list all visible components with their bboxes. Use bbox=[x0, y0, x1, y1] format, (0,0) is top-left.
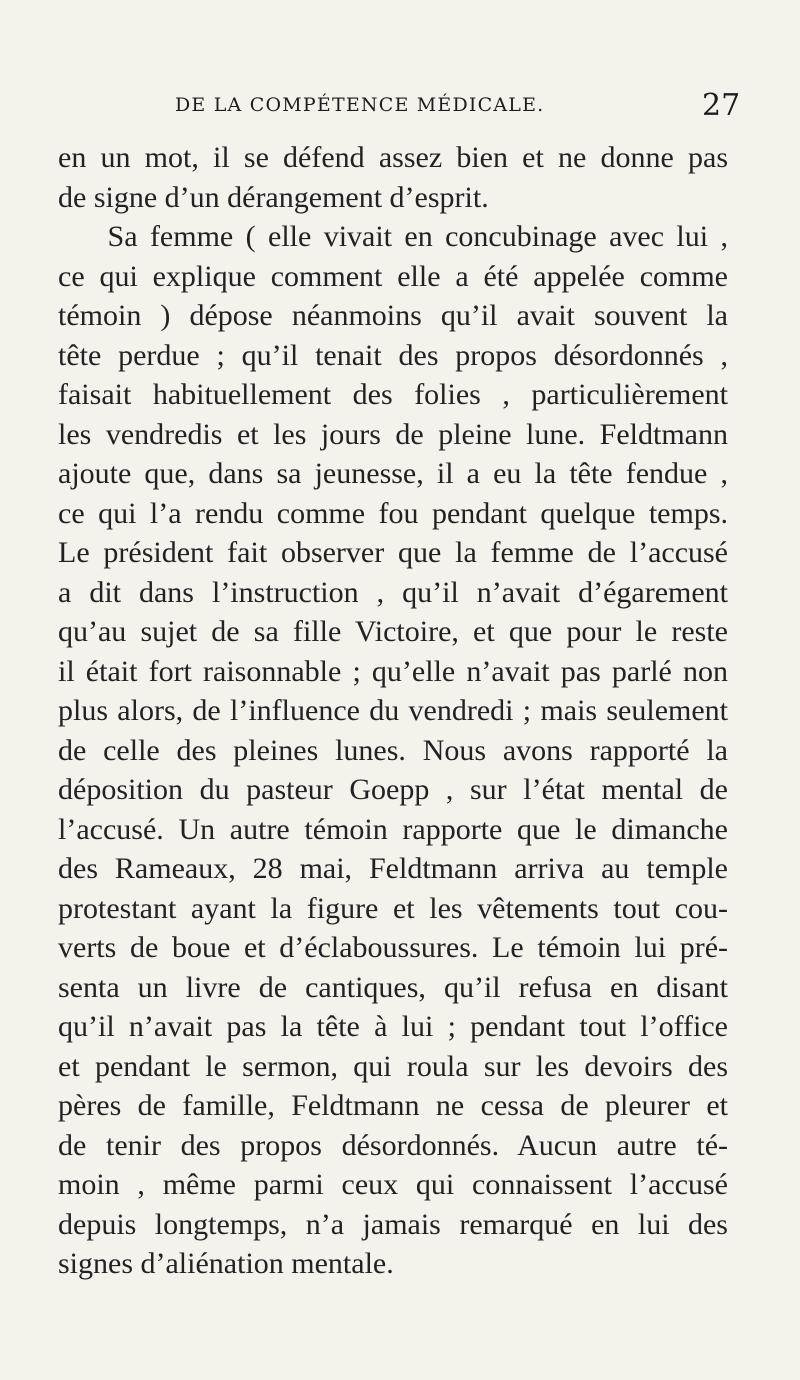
text-line: Le président fait observer que la femme de l’accusé bbox=[58, 536, 728, 569]
running-title: DE LA COMPÉTENCE MÉDICALE. bbox=[175, 94, 545, 116]
text-line: qu’au sujet de sa fille Victoire, et que pour le reste bbox=[58, 615, 728, 648]
text-line: qu’il n’avait pas la tête à lui ; pendant tout l’office bbox=[58, 1010, 728, 1043]
body-text bbox=[58, 138, 728, 1284]
text-line: senta un livre de cantiques, qu’il refusa en disant bbox=[58, 970, 728, 1004]
text-line: en un mot, il se défend assez bien et ne donne pas bbox=[58, 141, 728, 174]
text-line: plus alors, de l’influence du vendredi ; mais seulement bbox=[58, 694, 728, 727]
text-line: protestant ayant la figure et les vêtements tout cou- bbox=[58, 891, 728, 925]
text-line: depuis longtemps, n’a jamais remarqué en lui des bbox=[58, 1207, 728, 1241]
running-head bbox=[0, 88, 800, 128]
text-line: Sa femme ( elle vivait en concubinage avec lui , bbox=[58, 220, 728, 253]
text-line: les vendredis et les jours de pleine lune. Feldtmann bbox=[58, 417, 728, 451]
text-line: ce qui l’a rendu comme fou pendant quelque temps. bbox=[58, 496, 728, 530]
text-line: de tenir des propos désordonnés. Aucun autre té- bbox=[58, 1128, 728, 1162]
text-line: pères de famille, Feldtmann ne cessa de pleurer et bbox=[58, 1089, 728, 1122]
text-line: ajoute que, dans sa jeunesse, il a eu la tête fendue , bbox=[58, 457, 728, 490]
text-line: verts de boue et d’éclaboussures. Le témoin lui pré- bbox=[58, 931, 728, 964]
text-line: et pendant le sermon, qui roula sur les devoirs des bbox=[58, 1049, 728, 1083]
text-line: il était fort raisonnable ; qu’elle n’avait pas parlé non bbox=[58, 654, 728, 688]
text-line: des Rameaux, 28 mai, Feldtmann arriva au temple bbox=[58, 852, 728, 885]
text-line: tête perdue ; qu’il tenait des propos désordonnés , bbox=[58, 338, 728, 372]
text-line: l’accusé. Un autre témoin rapporte que le dimanche bbox=[58, 812, 728, 846]
text-line: moin , même parmi ceux qui connaissent l’accusé bbox=[58, 1168, 728, 1201]
page-number: 27 bbox=[702, 88, 741, 123]
text-line: faisait habituellement des folies , particulièrement bbox=[58, 378, 728, 411]
text-line: témoin ) dépose néanmoins qu’il avait souvent la bbox=[58, 299, 728, 332]
text-line: de signe d’un dérangement d’esprit. bbox=[58, 180, 489, 214]
text-line: ce qui explique comment elle a été appelée comme bbox=[58, 259, 728, 293]
text-line: de celle des pleines lunes. Nous avons rapporté la bbox=[58, 733, 728, 767]
text-line: signes d’aliénation mentale. bbox=[58, 1247, 394, 1280]
text-line: déposition du pasteur Goepp , sur l’état mental de bbox=[58, 773, 728, 806]
text-line: a dit dans l’instruction , qu’il n’avait d’égarement bbox=[58, 575, 728, 609]
